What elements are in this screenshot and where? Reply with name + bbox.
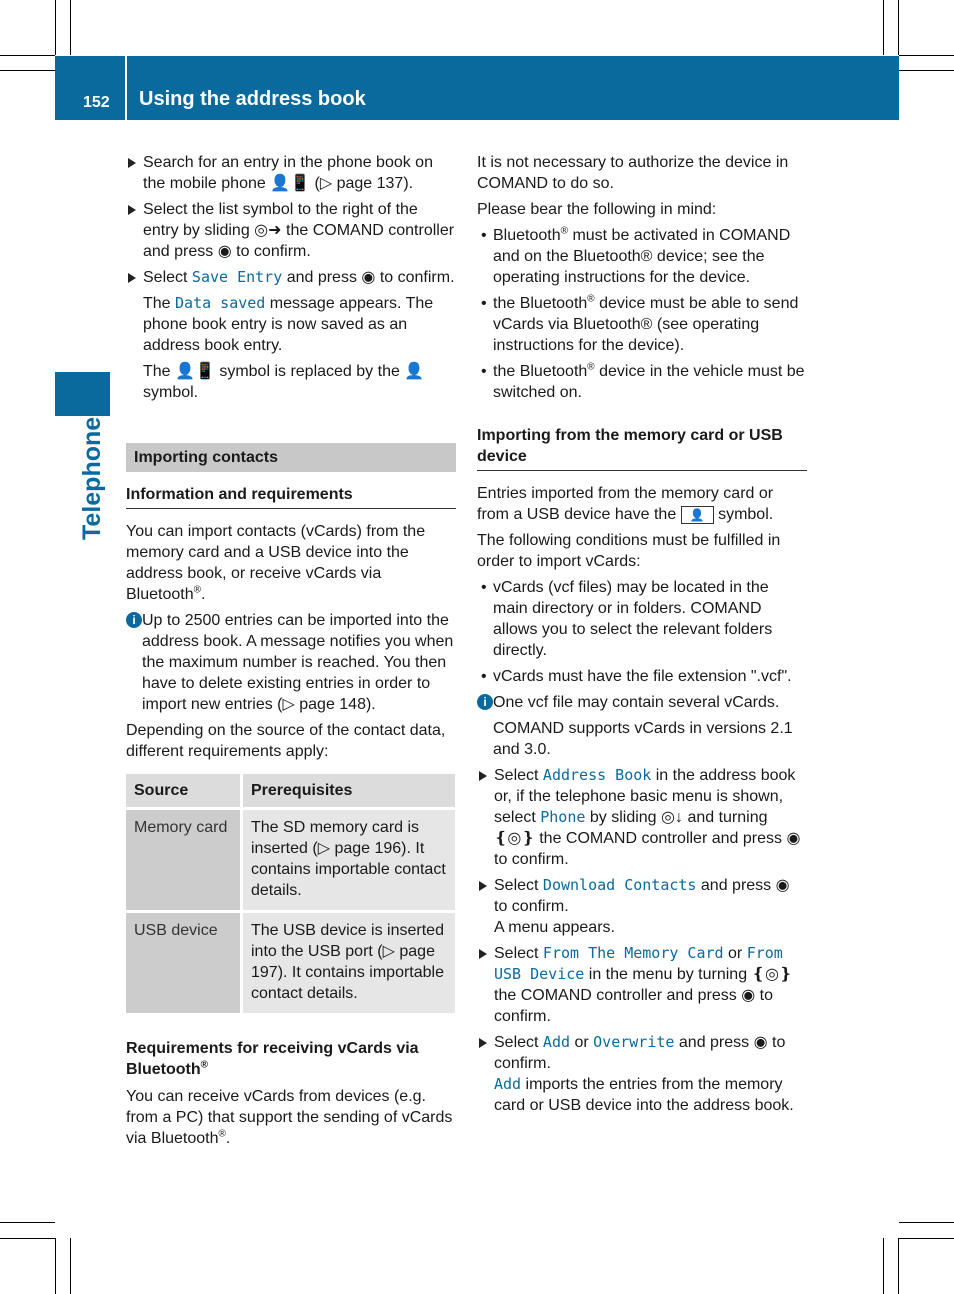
info-req-text: You can import contacts (vCards) from the memory card and a USB device into the address book, or receive vCards via Bluetooth®. (126, 523, 426, 603)
info-note: i Up to 2500 entries can be imported into the address book. A message notifies you when the maximum number is reached. You then have to delete existing entries in order to import new entries (▷ page 148). (126, 610, 456, 715)
menu-item-phone: Phone (540, 808, 586, 826)
crop-mark (899, 1222, 954, 1223)
crop-mark (883, 0, 884, 55)
subheading-import-memory-usb: Importing from the memory card or USB device (477, 425, 807, 471)
side-label: Telephone (78, 416, 106, 540)
crop-mark (70, 1238, 71, 1294)
controller-press-icon: ◉ (753, 1034, 768, 1051)
auth-text: It is not necessary to authorize the device in COMAND to do so. (477, 154, 789, 192)
controller-press-icon: ◉ (775, 877, 790, 894)
step-result-para: The Data saved message appears. The phone book entry is now saved as an address book entry. (143, 294, 434, 354)
depending-text: Depending on the source of the contact data, different requirements apply: (126, 722, 446, 760)
menu-item-add: Add (494, 1075, 522, 1093)
list-item: • vCards (vcf files) may be located in the main directory or in folders. COMAND allows you to select the relevant folders directly. (477, 577, 807, 661)
phone-book-icon: 👤📱 (175, 363, 215, 380)
controller-press-icon: ◉ (217, 243, 232, 260)
page-title: Using the address book (139, 88, 366, 110)
step-save-entry: Select Save Entry and press ◉ to confirm. (126, 267, 456, 288)
controller-turn-icon: ❴◎❵ (751, 966, 793, 983)
list-item: • the Bluetooth® device in the vehicle must be switched on. (477, 361, 807, 403)
step-select-address-book: Select Address Book in the address book or, if the telephone basic menu is shown, select Phone by sliding ◎↓ and turning ❴◎❵ the COMAND controller and press ◉ to confirm. (477, 765, 807, 870)
info-note: i One vcf file may contain several vCards. (477, 692, 807, 713)
subheading-info-requirements: Information and requirements (126, 484, 456, 509)
step-select-source: Select From The Memory Card or From USB Device in the menu by turning ❴◎❵ the COMAND controller and press ◉ to confirm. (477, 943, 807, 1027)
phone-book-icon: 👤📱 (270, 175, 311, 192)
menu-item-overwrite: Overwrite (593, 1033, 675, 1051)
crop-mark (899, 70, 954, 71)
side-tab (55, 372, 110, 416)
bt-req-text: You can receive vCards from devices (e.g. from a PC) that support the sending of vCards via Bluetooth®. (126, 1088, 453, 1147)
crop-mark (70, 0, 71, 55)
crop-mark (0, 70, 55, 71)
controller-press-icon: ◉ (786, 830, 801, 847)
conditions-text: The following conditions must be fulfilled in order to import vCards: (477, 532, 781, 570)
crop-mark (55, 0, 56, 55)
section-title: Importing contacts (126, 443, 456, 472)
step-search-entry: Search for an entry in the phone book on the mobile phone 👤📱 (▷ page 137). (126, 152, 456, 194)
bear-text: Please bear the following in mind: (477, 201, 717, 218)
step-select-list-symbol: Select the list symbol to the right of the entry by sliding ◎➜ the COMAND controller and press ◉ to confirm. (126, 199, 456, 262)
menu-item-from-memory-card: From The Memory Card (542, 944, 724, 962)
crop-mark (0, 55, 55, 56)
subheading-bt-requirements: Requirements for receiving vCards via Bluetooth® (126, 1040, 419, 1078)
crop-mark (898, 0, 899, 55)
crop-mark (899, 1238, 954, 1239)
address-book-icon: 👤 (404, 363, 425, 380)
list-item: • the Bluetooth® device must be able to send vCards via Bluetooth® (see operating instructions for the device). (477, 293, 807, 356)
list-item: • Bluetooth® must be activated in COMAND and on the Bluetooth® device; see the operating instructions for the device. (477, 225, 807, 288)
page-number: 152 (83, 94, 110, 111)
right-column (477, 152, 807, 1121)
crop-mark (0, 1222, 55, 1223)
table-row: Memory card The SD memory card is inserted (▷ page 196). It contains importable contact details. (126, 809, 455, 912)
controller-press-icon: ◉ (741, 987, 756, 1004)
left-column (126, 152, 456, 1154)
imported-contact-icon: 👤 (681, 506, 714, 524)
menu-item-address-book: Address Book (542, 766, 652, 784)
import-text: Entries imported from the memory card or from a USB device have the 👤 symbol. (477, 485, 774, 523)
step-download-contacts: Select Download Contacts and press ◉ to confirm. A menu appears. (477, 875, 807, 938)
crop-mark (883, 1238, 884, 1294)
page-header (55, 56, 899, 120)
versions-text: COMAND supports vCards in versions 2.1 and 3.0. (493, 720, 793, 758)
requirements-table (126, 774, 455, 1013)
crop-mark (0, 1238, 55, 1239)
list-item: • vCards must have the file extension ".vcf". (477, 666, 807, 687)
step-symbol-para: The 👤📱 symbol is replaced by the 👤 symbol. (143, 363, 425, 401)
menu-item-save-entry: Save Entry (191, 268, 283, 286)
message-data-saved: Data saved (175, 294, 266, 312)
table-header-prerequisites: Prerequisites (242, 774, 456, 809)
header-divider (125, 56, 127, 120)
menu-item-from-usb-device: From USB Device (494, 944, 783, 983)
add-description: Add imports the entries from the memory card or USB device into the address book. (494, 1075, 794, 1114)
controller-slide-down-icon: ◎↓ (661, 809, 683, 826)
controller-press-icon: ◉ (361, 269, 376, 286)
info-icon: i (477, 694, 493, 710)
step-add-overwrite: Select Add or Overwrite and press ◉ to confirm. Add imports the entries from the memory card or USB device into the address book. (477, 1032, 807, 1116)
crop-mark (898, 1238, 899, 1294)
menu-item-download-contacts: Download Contacts (542, 876, 697, 894)
table-header-source: Source (126, 774, 242, 809)
table-row: USB device The USB device is inserted into the USB port (▷ page 197). It contains importable contact details. (126, 912, 455, 1014)
info-icon: i (126, 612, 142, 628)
controller-turn-icon: ❴◎❵ (494, 830, 535, 847)
controller-slide-right-icon: ◎➜ (254, 222, 282, 239)
crop-mark (55, 1238, 56, 1294)
menu-item-add: Add (542, 1033, 571, 1051)
crop-mark (899, 55, 954, 56)
